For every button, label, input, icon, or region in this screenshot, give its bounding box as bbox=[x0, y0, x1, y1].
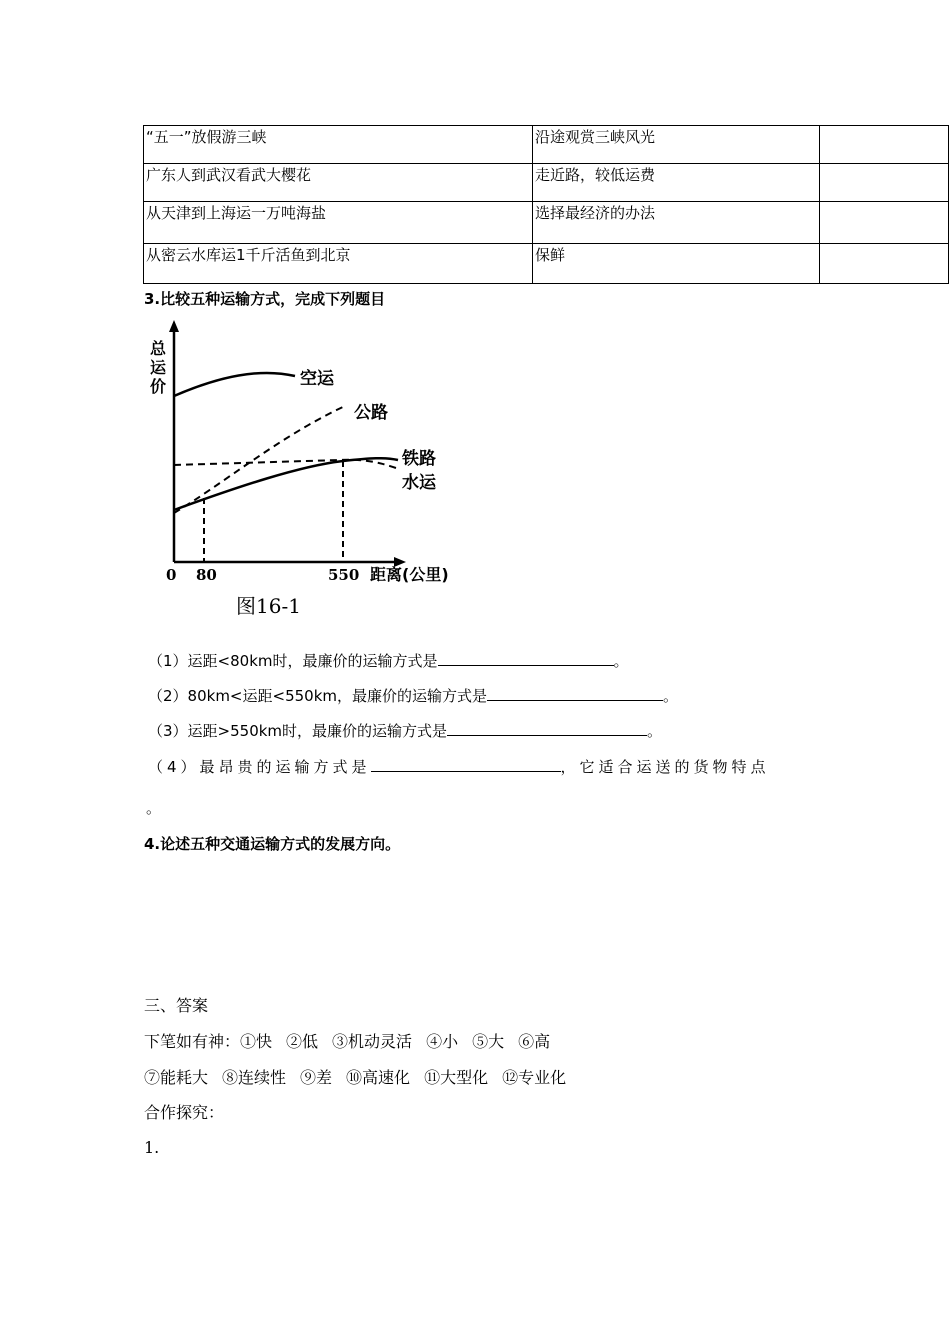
series-line-rail bbox=[174, 458, 398, 510]
y-label-char: 价 bbox=[150, 377, 167, 396]
series-line-water bbox=[174, 460, 396, 468]
answer-cell[interactable] bbox=[820, 126, 949, 164]
q3-part3-text: （3）运距>550km时，最廉价的运输方式是 bbox=[148, 722, 448, 740]
answer-blank[interactable] bbox=[447, 721, 647, 736]
period: 。 bbox=[663, 687, 679, 705]
answer-item: ⑤大 bbox=[472, 1032, 505, 1051]
answers-line1 bbox=[144, 1029, 564, 1052]
table-cell: 走近路，较低运费 bbox=[533, 164, 820, 202]
table-row bbox=[144, 244, 949, 284]
x-axis-label: 距离(公里) bbox=[370, 565, 449, 584]
q3-part1 bbox=[148, 650, 629, 671]
table-cell: 选择最经济的办法 bbox=[533, 202, 820, 244]
q3-part3 bbox=[148, 720, 662, 741]
answer-item: ⑨差 bbox=[300, 1068, 333, 1087]
table-cell: 沿途观赏三峡风光 bbox=[533, 126, 820, 164]
q3-part4-text-b: ，它适合运送的货物特点 bbox=[560, 758, 770, 776]
coop-heading: 合作探究： bbox=[144, 1103, 225, 1122]
answer-item: ⑪大型化 bbox=[424, 1068, 489, 1087]
chart-caption: 图16-1 bbox=[236, 594, 301, 618]
answers-line2 bbox=[144, 1065, 580, 1088]
q3-part2 bbox=[148, 685, 678, 706]
answer-blank[interactable] bbox=[487, 686, 663, 701]
q3-part2-text: （2）80km<运距<550km，最廉价的运输方式是 bbox=[148, 687, 487, 705]
answer-item: ⑩高速化 bbox=[346, 1068, 411, 1087]
period: 。 bbox=[647, 722, 663, 740]
period: 。 bbox=[613, 652, 629, 670]
table-row bbox=[144, 202, 949, 244]
table-row bbox=[144, 164, 949, 202]
series-line-road bbox=[174, 406, 345, 513]
answer-item: ⑧连续性 bbox=[222, 1068, 287, 1087]
q4-title: 4.论述五种交通运输方式的发展方向。 bbox=[144, 835, 401, 853]
answer-number: 1. bbox=[144, 1138, 160, 1157]
q3-part4 bbox=[148, 756, 770, 777]
series-label-road: 公路 bbox=[354, 403, 388, 423]
answer-item: ⑥高 bbox=[518, 1032, 551, 1051]
answer-item: ⑦能耗大 bbox=[144, 1068, 209, 1087]
answer-item: ④小 bbox=[426, 1032, 459, 1051]
series-label-water: 水运 bbox=[402, 473, 436, 493]
answer-cell[interactable] bbox=[820, 244, 949, 284]
answer-cell[interactable] bbox=[820, 164, 949, 202]
q3-part1-text: （1）运距<80km时，最廉价的运输方式是 bbox=[148, 652, 438, 670]
transport-table bbox=[143, 125, 949, 284]
answer-item: ③机动灵活 bbox=[332, 1032, 413, 1051]
table-cell: 保鲜 bbox=[533, 244, 820, 284]
q3-title: 3.比较五种运输方式，完成下列题目 bbox=[144, 290, 386, 308]
table-cell: 从密云水库运1千斤活鱼到北京 bbox=[144, 244, 533, 284]
table-cell: 广东人到武汉看武大樱花 bbox=[144, 164, 533, 202]
series-line-air bbox=[174, 373, 295, 396]
y-label-char: 运 bbox=[150, 358, 167, 377]
answer-cell[interactable] bbox=[820, 202, 949, 244]
q3-part4-text: （4）最昂贵的运输方式是 bbox=[148, 758, 371, 776]
answer-item: ②低 bbox=[286, 1032, 319, 1051]
x-tick-label: 80 bbox=[196, 566, 217, 584]
answer-blank[interactable] bbox=[438, 651, 614, 666]
series-label-air: 空运 bbox=[300, 369, 334, 389]
answer-item: ①快 bbox=[240, 1032, 273, 1051]
series-label-rail: 铁路 bbox=[402, 449, 436, 469]
answer-item: ⑫专业化 bbox=[502, 1068, 567, 1087]
transport-cost-chart bbox=[140, 318, 480, 623]
y-label-char: 总 bbox=[150, 339, 167, 358]
table-cell: 从天津到上海运一万吨海盐 bbox=[144, 202, 533, 244]
q3-part4-end: 。 bbox=[146, 799, 162, 817]
y-axis-arrow bbox=[169, 320, 179, 332]
x-tick-label: 550 bbox=[328, 566, 360, 584]
table-row bbox=[144, 126, 949, 164]
table-cell: “五一”放假游三峡 bbox=[144, 126, 533, 164]
x-tick-label: 0 bbox=[166, 566, 177, 584]
answers-label: 下笔如有神： bbox=[144, 1032, 241, 1051]
answers-heading: 三、答案 bbox=[144, 996, 209, 1015]
answer-blank[interactable] bbox=[371, 757, 561, 772]
